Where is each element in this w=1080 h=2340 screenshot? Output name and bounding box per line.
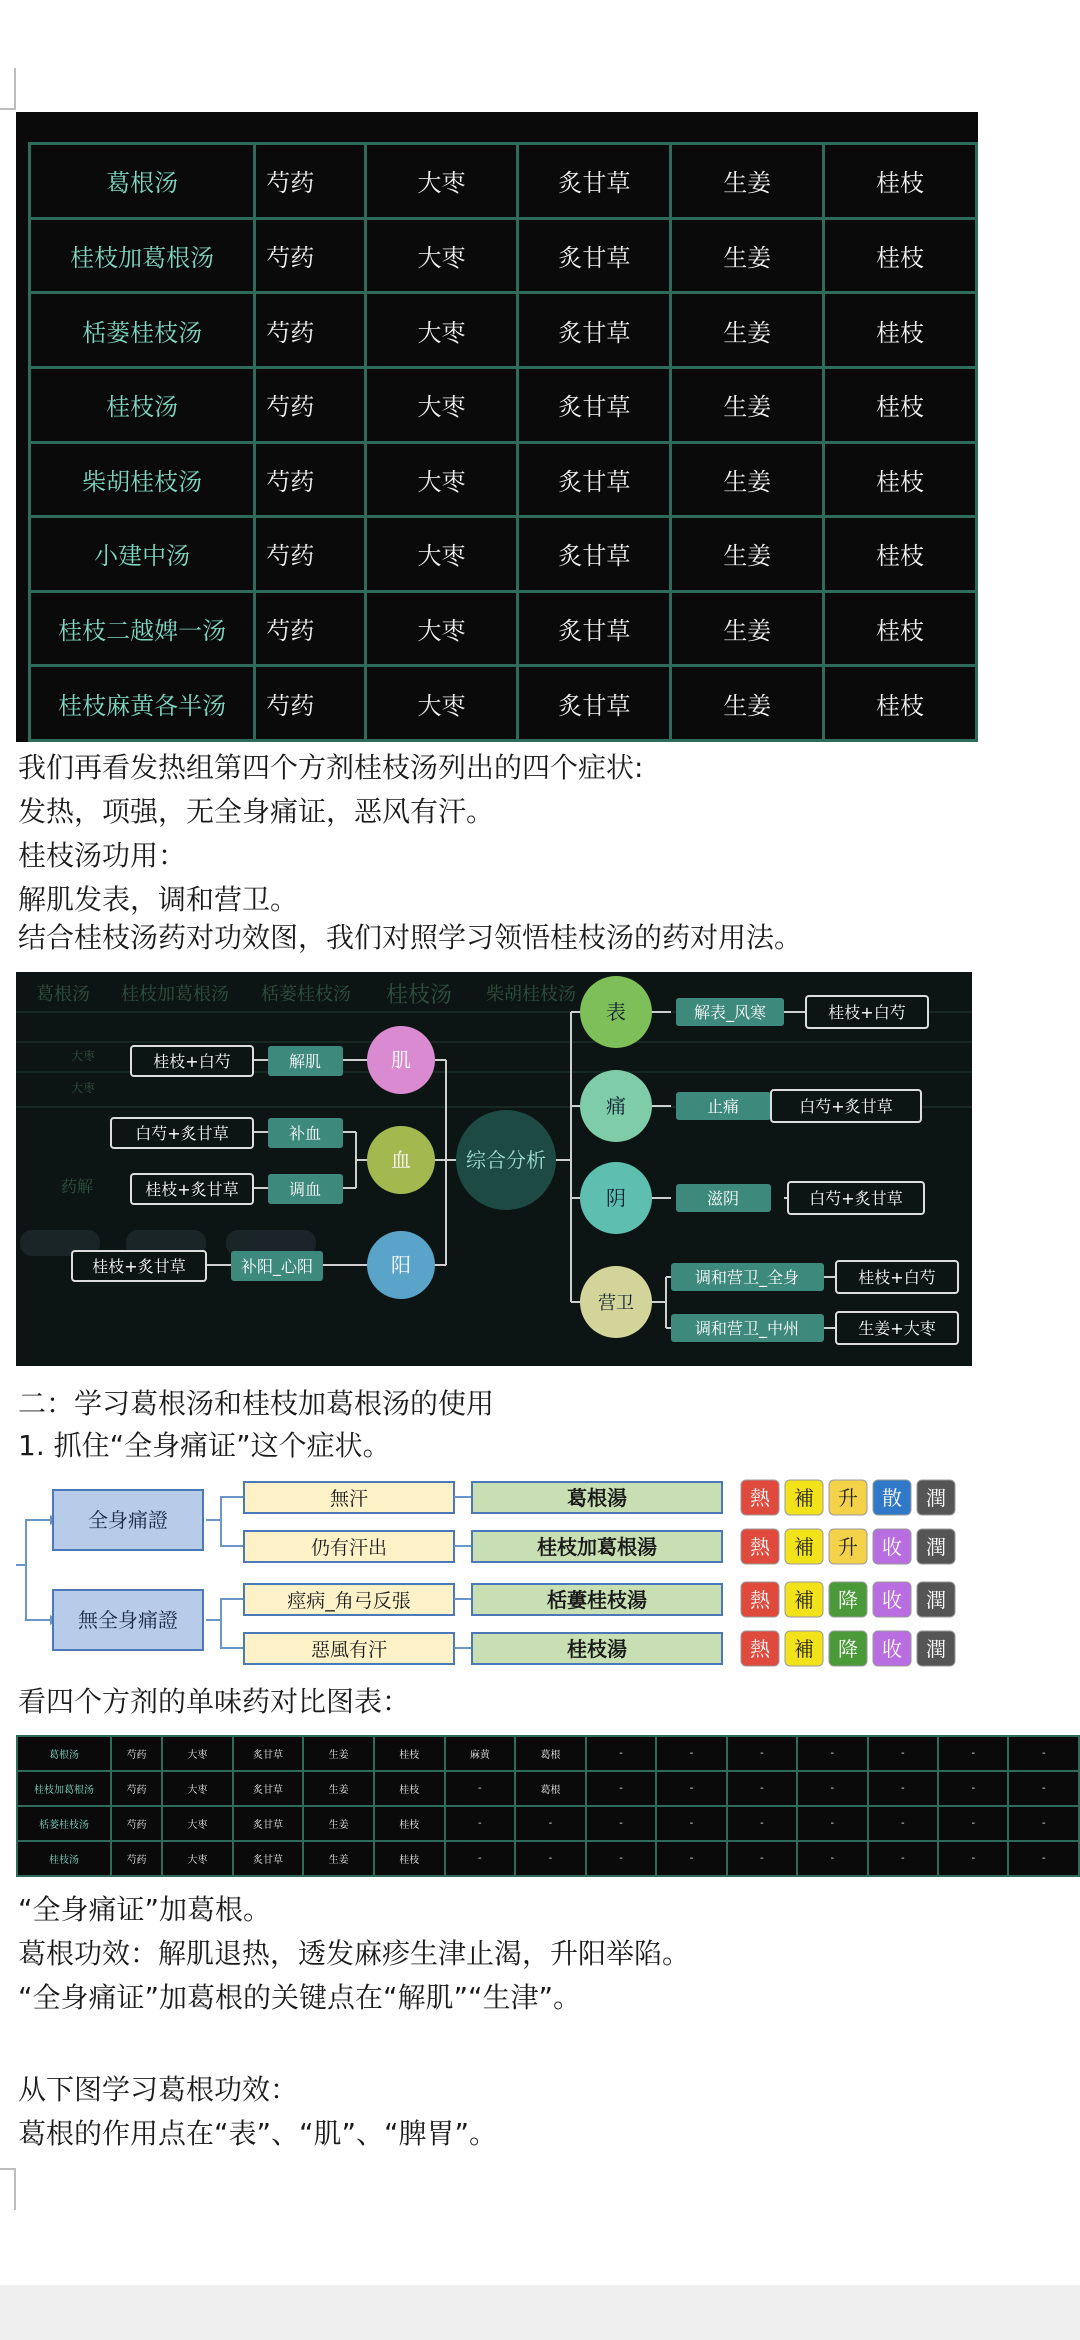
herb-cell: 生姜	[671, 293, 824, 368]
formula-herb-table-image	[16, 112, 978, 742]
herb-cell: 大枣	[162, 1771, 233, 1806]
right-effect-label: 止痛	[706, 1097, 740, 1116]
herb-cell: 生姜	[671, 666, 824, 741]
herb-cell: -	[727, 1771, 797, 1806]
herb-cell: -	[586, 1806, 656, 1841]
property-tag: 補	[794, 1637, 814, 1661]
circle-label: 痛	[606, 1094, 626, 1118]
property-tag: 補	[794, 1588, 814, 1612]
herb-cell: 大枣	[162, 1806, 233, 1841]
table-row	[30, 293, 977, 368]
circle-label: 表	[606, 1000, 626, 1024]
paragraph: “全身痛证”加葛根。	[18, 1893, 272, 1926]
formula-label: 栝蔞桂枝湯	[547, 1588, 647, 1612]
paragraph: 发热，项强，无全身痛证，恶风有汗。	[18, 795, 495, 828]
herb-cell: 芍药	[111, 1736, 162, 1771]
bg-tab: 栝蒌桂枝汤	[261, 984, 351, 1005]
herb-cell: -	[1008, 1771, 1079, 1806]
herb-cell: 芍药	[255, 218, 365, 293]
herb-cell: -	[727, 1841, 797, 1876]
paragraph: 葛根功效：解肌退热，透发麻疹生津止渴，升阳举陷。	[18, 1937, 691, 1970]
right-pair-label: 桂枝+白芍	[828, 1003, 906, 1022]
herb-cell: 芍药	[255, 517, 365, 592]
herb-cell: 炙甘草	[518, 367, 671, 442]
herb-cell: -	[656, 1771, 726, 1806]
bg-cell: 大枣	[71, 1049, 96, 1063]
property-tag: 降	[838, 1588, 858, 1612]
herb-cell: 生姜	[303, 1841, 374, 1876]
single-herb-comparison-table	[16, 1735, 1080, 1877]
herb-cell: -	[938, 1806, 1008, 1841]
property-tag: 熱	[750, 1535, 770, 1559]
herb-cell: -	[586, 1771, 656, 1806]
herb-cell: 生姜	[671, 591, 824, 666]
table-row	[30, 517, 977, 592]
paragraph: 结合桂枝汤药对功效图，我们对照学习领悟桂枝汤的药对用法。	[18, 921, 803, 954]
formula-name-cell: 栝蒌桂枝汤	[30, 293, 255, 368]
herb-cell: 桂枝	[374, 1771, 445, 1806]
herb-cell: 生姜	[671, 218, 824, 293]
herb-cell: 大枣	[365, 293, 518, 368]
paragraph: 从下图学习葛根功效：	[18, 2073, 299, 2106]
property-tag: 潤	[926, 1588, 946, 1612]
property-tag: 補	[794, 1486, 814, 1510]
formula-name-cell: 栝蒌桂枝汤	[17, 1806, 111, 1841]
right-effect-label: 滋阴	[706, 1189, 740, 1208]
herb-cell: 大枣	[365, 442, 518, 517]
herb-cell: 生姜	[303, 1806, 374, 1841]
bottom-bar	[0, 2285, 1080, 2340]
herb-cell: 桂枝	[824, 144, 977, 219]
property-tag: 熱	[750, 1486, 770, 1510]
classification-svg	[16, 1470, 966, 1675]
herb-cell: 炙甘草	[518, 517, 671, 592]
formula-label: 葛根湯	[567, 1486, 627, 1510]
herb-cell: 生姜	[671, 442, 824, 517]
formula-label: 桂枝加葛根湯	[537, 1535, 657, 1559]
table-row	[17, 1841, 1079, 1876]
left-effect-label: 补血	[288, 1124, 322, 1143]
herb-cell: -	[586, 1841, 656, 1876]
herb-cell: -	[868, 1806, 938, 1841]
circle-label: 营卫	[598, 1293, 634, 1314]
symptom-label: 痙病_角弓反張	[287, 1590, 411, 1612]
circle-label: 阳	[391, 1253, 411, 1277]
herb-cell: 芍药	[111, 1806, 162, 1841]
table-row	[30, 591, 977, 666]
formula-name-cell: 桂枝二越婢一汤	[30, 591, 255, 666]
property-tag: 補	[794, 1535, 814, 1559]
left-pair-label: 白芍+炙甘草	[135, 1124, 229, 1143]
right-pair-label: 桂枝+白芍	[858, 1268, 936, 1287]
formula-name-cell: 桂枝汤	[17, 1841, 111, 1876]
bg-tab: 柴胡桂枝汤	[486, 984, 576, 1005]
property-tag: 升	[838, 1486, 858, 1510]
herb-cell: -	[938, 1771, 1008, 1806]
property-tag: 升	[838, 1535, 858, 1559]
herb-cell: 炙甘草	[518, 144, 671, 219]
symptom-label: 惡風有汗	[310, 1639, 388, 1661]
formula-label: 桂枝湯	[567, 1637, 627, 1661]
formula-herb-table	[28, 142, 978, 742]
paragraph: “全身痛证”加葛根的关键点在“解肌”“生津”。	[18, 1981, 582, 2014]
herb-cell: -	[515, 1841, 586, 1876]
formula-name-cell: 桂枝加葛根汤	[30, 218, 255, 293]
herb-cell: 芍药	[255, 144, 365, 219]
herb-cell: 生姜	[671, 144, 824, 219]
property-tag: 潤	[926, 1535, 946, 1559]
single-herb-comparison-table-image	[16, 1735, 1080, 1877]
herb-cell: 大枣	[365, 591, 518, 666]
formula-name-cell: 葛根汤	[17, 1736, 111, 1771]
herb-cell: 桂枝	[824, 666, 977, 741]
herb-cell: 生姜	[671, 367, 824, 442]
herb-cell: 大枣	[365, 367, 518, 442]
left-pair-label: 桂枝+炙甘草	[92, 1257, 186, 1276]
right-pair-label: 白芍+炙甘草	[809, 1189, 903, 1208]
right-pair-label: 白芍+炙甘草	[799, 1097, 893, 1116]
right-effect-label: 解表_风寒	[693, 1003, 767, 1022]
herb-cell: 芍药	[255, 591, 365, 666]
herb-cell: 桂枝	[824, 591, 977, 666]
herb-cell: 葛根	[515, 1771, 586, 1806]
formula-name-cell: 葛根汤	[30, 144, 255, 219]
paragraph: 葛根的作用点在“表”、“肌”、“脾胃”。	[18, 2117, 498, 2150]
paragraph: 桂枝汤功用：	[18, 839, 187, 872]
herb-cell: -	[938, 1736, 1008, 1771]
guizhi-decoction-pair-effects-map	[16, 972, 972, 1366]
property-tag: 收	[882, 1637, 902, 1661]
table-row	[17, 1806, 1079, 1841]
herb-cell: 大枣	[365, 144, 518, 219]
formula-name-cell: 桂枝汤	[30, 367, 255, 442]
table-row	[17, 1736, 1079, 1771]
symptom-label: 無汗	[329, 1488, 369, 1510]
herb-cell: 麻黄	[445, 1736, 516, 1771]
pain-classification-diagram	[16, 1470, 966, 1675]
herb-cell: -	[656, 1841, 726, 1876]
herb-cell: 炙甘草	[233, 1806, 304, 1841]
property-tag: 降	[838, 1637, 858, 1661]
herb-cell: 大枣	[365, 218, 518, 293]
herb-cell: 芍药	[255, 293, 365, 368]
herb-cell: 大枣	[162, 1736, 233, 1771]
herb-cell: -	[797, 1841, 867, 1876]
herb-cell: -	[797, 1806, 867, 1841]
herb-cell: 桂枝	[824, 517, 977, 592]
paragraph: 我们再看发热组第四个方剂桂枝汤列出的四个症状:	[18, 751, 644, 784]
property-tag: 熱	[750, 1588, 770, 1612]
formula-name-cell: 桂枝加葛根汤	[17, 1771, 111, 1806]
center-label: 综合分析	[466, 1148, 546, 1172]
herb-cell: 芍药	[255, 666, 365, 741]
herb-cell: 桂枝	[824, 218, 977, 293]
herb-cell: 炙甘草	[233, 1736, 304, 1771]
herb-cell: -	[727, 1806, 797, 1841]
table-row	[30, 442, 977, 517]
herb-cell: 炙甘草	[518, 591, 671, 666]
herb-cell: 生姜	[303, 1771, 374, 1806]
table-row	[30, 218, 977, 293]
right-effect-label: 调和营卫_中州	[694, 1319, 800, 1338]
right-pair-label: 生姜+大枣	[858, 1319, 936, 1338]
bg-tab: 桂枝汤	[386, 983, 453, 1008]
paragraph: 二：学习葛根汤和桂枝加葛根汤的使用	[18, 1387, 495, 1420]
herb-cell: 炙甘草	[518, 293, 671, 368]
paragraph: 看四个方剂的单味药对比图表：	[18, 1685, 411, 1718]
herb-cell: -	[1008, 1736, 1079, 1771]
herb-cell: 炙甘草	[518, 666, 671, 741]
herb-cell: -	[868, 1841, 938, 1876]
herb-cell: -	[938, 1841, 1008, 1876]
herb-cell: 生姜	[303, 1736, 374, 1771]
group-label: 無全身痛證	[78, 1608, 178, 1632]
herb-cell: -	[797, 1736, 867, 1771]
formula-name-cell: 小建中汤	[30, 517, 255, 592]
left-effect-label: 解肌	[288, 1052, 322, 1071]
herb-cell: 生姜	[671, 517, 824, 592]
paragraph: 1. 抓住“全身痛证”这个症状。	[18, 1429, 391, 1462]
herb-cell: -	[445, 1841, 516, 1876]
property-tag: 熱	[750, 1637, 770, 1661]
formula-name-cell: 桂枝麻黄各半汤	[30, 666, 255, 741]
herb-cell: -	[727, 1736, 797, 1771]
circle-label: 血	[391, 1148, 411, 1172]
herb-cell: 桂枝	[824, 442, 977, 517]
left-effect-label: 补阳_心阳	[240, 1257, 314, 1276]
herb-cell: 大枣	[162, 1841, 233, 1876]
herb-cell: -	[868, 1736, 938, 1771]
property-tag: 散	[882, 1486, 902, 1510]
circle-label: 阴	[606, 1186, 626, 1210]
herb-cell: 桂枝	[374, 1736, 445, 1771]
herb-cell: 葛根	[515, 1736, 586, 1771]
herb-cell: 炙甘草	[233, 1771, 304, 1806]
group-label: 全身痛證	[88, 1508, 168, 1532]
table-row	[30, 367, 977, 442]
property-tag: 收	[882, 1535, 902, 1559]
herb-cell: 桂枝	[374, 1806, 445, 1841]
symptom-label: 仍有汗出	[310, 1537, 388, 1559]
herb-cell: -	[797, 1771, 867, 1806]
herb-cell: 芍药	[111, 1771, 162, 1806]
herb-cell: -	[586, 1736, 656, 1771]
bg-tab: 葛根汤	[36, 984, 90, 1005]
left-pair-label: 桂枝+炙甘草	[145, 1180, 239, 1199]
herb-cell: 桂枝	[824, 293, 977, 368]
herb-cell: -	[656, 1736, 726, 1771]
left-effect-label: 调血	[288, 1180, 322, 1199]
herb-cell: 炙甘草	[518, 442, 671, 517]
property-tag: 潤	[926, 1486, 946, 1510]
bg-cell: 大枣	[71, 1081, 96, 1095]
page-corner-marker-bottom	[0, 2168, 16, 2210]
herb-cell: 大枣	[365, 666, 518, 741]
herb-cell: 芍药	[111, 1841, 162, 1876]
circle-label: 肌	[391, 1048, 411, 1072]
herb-cell: 芍药	[255, 442, 365, 517]
formula-name-cell: 柴胡桂枝汤	[30, 442, 255, 517]
herb-cell: 大枣	[365, 517, 518, 592]
left-pair-label: 桂枝+白芍	[153, 1052, 231, 1071]
herb-cell: 桂枝	[824, 367, 977, 442]
herb-cell: -	[1008, 1806, 1079, 1841]
herb-cell: -	[515, 1806, 586, 1841]
herb-cell: 炙甘草	[233, 1841, 304, 1876]
bg-cell: 药解	[61, 1177, 94, 1196]
property-tag: 潤	[926, 1637, 946, 1661]
paragraph: 解肌发表，调和营卫。	[18, 883, 299, 916]
right-effect-label: 调和营卫_全身	[694, 1268, 800, 1287]
herb-cell: -	[1008, 1841, 1079, 1876]
herb-cell: 炙甘草	[518, 218, 671, 293]
bg-tab: 桂枝加葛根汤	[121, 984, 229, 1005]
table-row	[17, 1771, 1079, 1806]
page-corner-marker-top	[0, 68, 16, 110]
herb-cell: -	[868, 1771, 938, 1806]
table-row	[30, 144, 977, 219]
herb-cell: 芍药	[255, 367, 365, 442]
herb-cell: -	[445, 1806, 516, 1841]
herb-cell: -	[656, 1806, 726, 1841]
herb-cell: -	[445, 1771, 516, 1806]
property-tag: 收	[882, 1588, 902, 1612]
table-row	[30, 666, 977, 741]
herb-cell: 桂枝	[374, 1841, 445, 1876]
mindmap-svg	[16, 972, 972, 1366]
